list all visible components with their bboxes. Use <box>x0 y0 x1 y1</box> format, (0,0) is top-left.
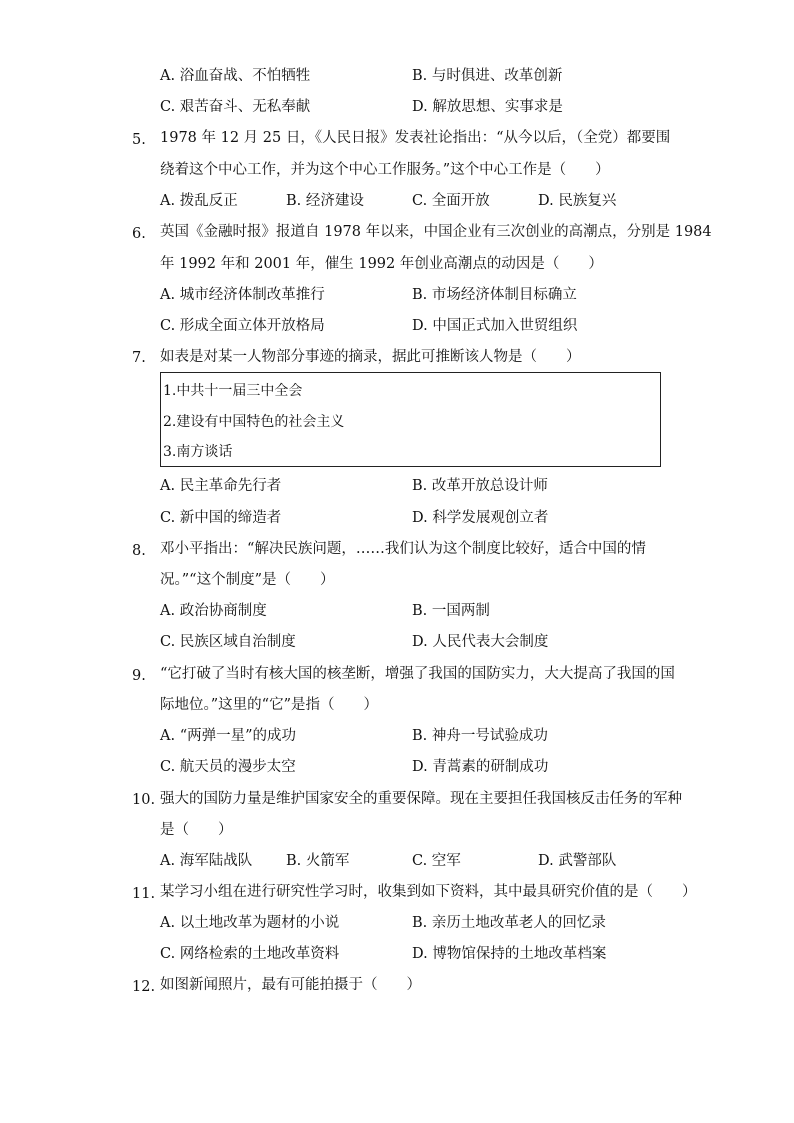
q7-option-d[interactable]: D. 科学发展观创立者 <box>412 510 549 526</box>
q6-option-b[interactable]: B. 市场经济体制目标确立 <box>412 287 577 303</box>
q7-table-row-1: 1.中共十一届三中全会 <box>163 383 303 399</box>
q5-stem-line2: 绕着这个中心工作，并为这个中心工作服务。”这个中心工作是（ ） <box>160 162 610 178</box>
q8-stem-line1: 邓小平指出：“解决民族问题，……我们认为这个制度比较好，适合中国的情 <box>160 541 646 557</box>
q4-option-c[interactable]: C. 艰苦奋斗、无私奉献 <box>160 99 311 115</box>
q5-option-c[interactable]: C. 全面开放 <box>412 193 490 209</box>
q8-option-d[interactable]: D. 人民代表大会制度 <box>412 634 549 650</box>
q6-stem-line2: 年 1992 年和 2001 年，催生 1992 年创业高潮点的动因是（ ） <box>160 256 603 272</box>
q4-option-a[interactable]: A. 浴血奋战、不怕牺牲 <box>160 68 311 84</box>
q9-number: 9. <box>132 668 146 684</box>
q9-option-b[interactable]: B. 神舟一号试验成功 <box>412 728 548 744</box>
q5-option-b[interactable]: B. 经济建设 <box>286 193 364 209</box>
q10-stem-line2: 是（ ） <box>160 822 233 838</box>
q4-option-b[interactable]: B. 与时俱进、改革创新 <box>412 68 563 84</box>
q7-table-row-2: 2.建设有中国特色的社会主义 <box>163 414 345 430</box>
q7-option-c[interactable]: C. 新中国的缔造者 <box>160 510 282 526</box>
q8-option-c[interactable]: C. 民族区域自治制度 <box>160 634 296 650</box>
q7-option-b[interactable]: B. 改革开放总设计师 <box>412 478 548 494</box>
q5-number: 5. <box>132 132 146 148</box>
q11-option-d[interactable]: D. 博物馆保持的土地改革档案 <box>412 946 607 962</box>
q11-stem-line1: 某学习小组在进行研究性学习时，收集到如下资料，其中最具研究价值的是（ ） <box>160 884 697 900</box>
q6-option-a[interactable]: A. 城市经济体制改革推行 <box>160 287 325 303</box>
q7-option-a[interactable]: A. 民主革命先行者 <box>160 478 282 494</box>
q6-number: 6. <box>132 226 146 242</box>
q11-option-b[interactable]: B. 亲历土地改革老人的回忆录 <box>412 915 606 931</box>
q12-stem-line1: 如图新闻照片，最有可能拍摄于（ ） <box>160 977 421 993</box>
q8-option-a[interactable]: A. 政治协商制度 <box>160 603 267 619</box>
q8-number: 8. <box>132 543 146 559</box>
q12-number: 12. <box>132 979 156 995</box>
q10-number: 10. <box>132 792 156 808</box>
q9-stem-line1: “它打破了当时有核大国的核垄断，增强了我国的国防实力，大大提高了我国的国 <box>160 666 675 682</box>
q7-number: 7. <box>132 350 146 366</box>
q6-option-d[interactable]: D. 中国正式加入世贸组织 <box>412 318 578 334</box>
q10-option-c[interactable]: C. 空军 <box>412 853 461 869</box>
q6-option-c[interactable]: C. 形成全面立体开放格局 <box>160 318 325 334</box>
q10-option-d[interactable]: D. 武警部队 <box>538 853 617 869</box>
q9-option-c[interactable]: C. 航天员的漫步太空 <box>160 759 296 775</box>
q9-option-d[interactable]: D. 青蒿素的研制成功 <box>412 759 549 775</box>
q5-stem-line1: 1978 年 12 月 25 日，《人民日报》发表社论指出：“从今以后，（全党）都要围 <box>160 130 671 146</box>
q11-option-a[interactable]: A. 以土地改革为题材的小说 <box>160 915 340 931</box>
q7-info-table <box>160 372 661 467</box>
q4-option-d[interactable]: D. 解放思想、实事求是 <box>412 99 563 115</box>
q7-stem-line1: 如表是对某一人物部分事迹的摘录，据此可推断该人物是（ ） <box>160 349 581 365</box>
q5-option-a[interactable]: A. 拨乱反正 <box>160 193 238 209</box>
q10-option-a[interactable]: A. 海军陆战队 <box>160 853 253 869</box>
q11-option-c[interactable]: C. 网络检索的土地改革资料 <box>160 946 340 962</box>
q7-table-row-3: 3.南方谈话 <box>163 444 233 460</box>
q9-stem-line2: 际地位。”这里的“它”是指（ ） <box>160 697 378 713</box>
q10-stem-line1: 强大的国防力量是维护国家安全的重要保障。现在主要担任我国核反击任务的军种 <box>160 791 682 807</box>
q5-option-d[interactable]: D. 民族复兴 <box>538 193 617 209</box>
q10-option-b[interactable]: B. 火箭军 <box>286 853 350 869</box>
q6-stem-line1: 英国《金融时报》报道自 1978 年以来，中国企业有三次创业的高潮点，分别是 1984 <box>160 224 712 240</box>
q9-option-a[interactable]: A. “两弹一星”的成功 <box>160 728 297 744</box>
q11-number: 11. <box>132 886 156 902</box>
q8-option-b[interactable]: B. 一国两制 <box>412 603 490 619</box>
q8-stem-line2: 况。”“这个制度”是（ ） <box>160 572 335 588</box>
